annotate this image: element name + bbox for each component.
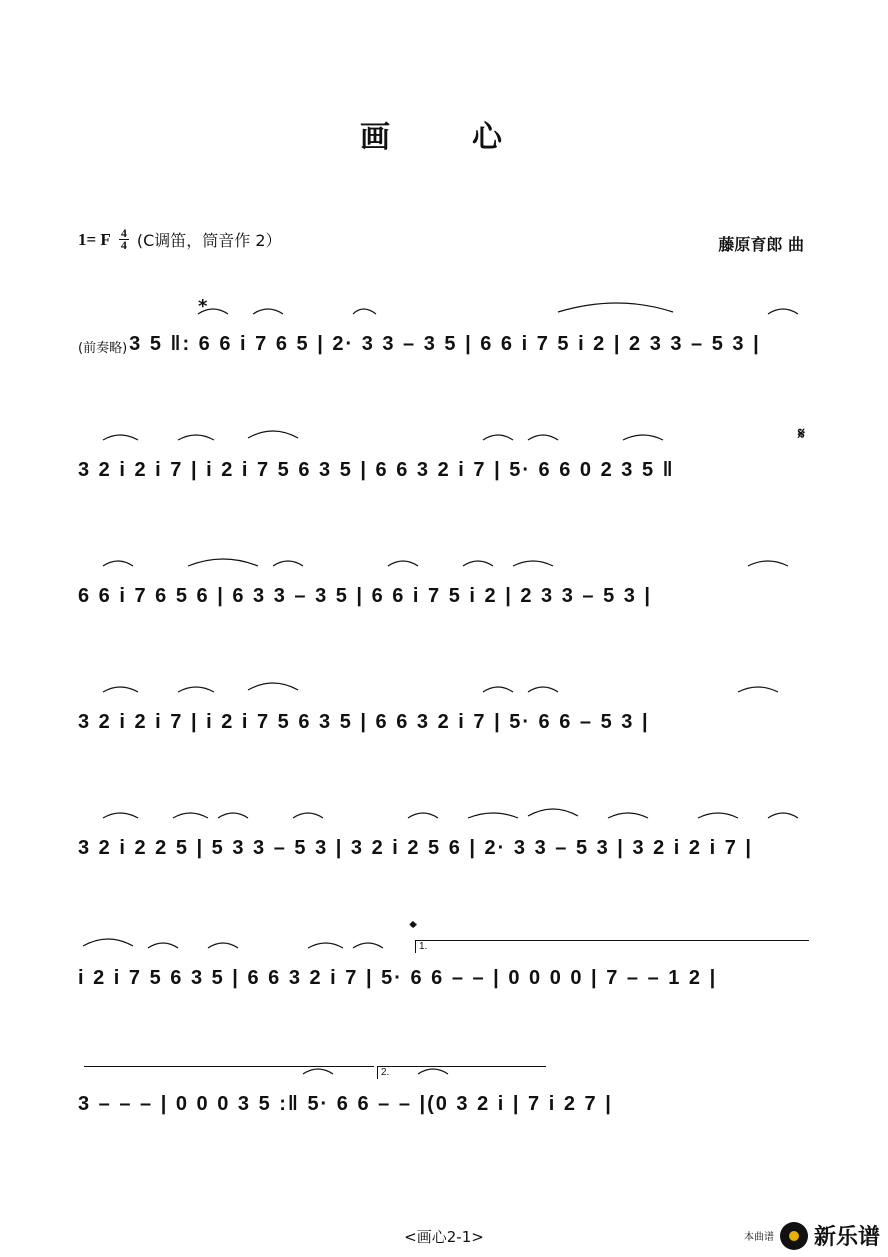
volta-1-continuation [84,1066,374,1067]
notes: 3 2 i 2 2 5 | 5 3 3 – 5 3 | 3 2 i 2 5 6 | 2· 3 3 – 5 3 | 3 2 i 2 i 7 | [78,837,753,859]
page-title: 画 心 [360,120,528,155]
notes: 6 6 i 7 6 5 6 | 6 3 3 – 3 5 | 6 6 i 7 5 i 2 | 2 3 3 – 5 3 | [78,585,653,607]
notes: 3 – – – | 0 0 0 3 5 :‖ 5· 6 6 – – |(0 3 2 i | 7 i 2 7 | [78,1093,613,1115]
prelude-label: (前奏略) [78,341,128,356]
key-label: 1= F [78,229,111,249]
time-top: 4 [120,226,127,240]
score-line-5 [78,820,808,860]
segno-mark: 𝄋 [798,424,805,443]
brand-name: 新乐谱 [813,1225,880,1250]
score-line-3 [78,568,808,608]
notes: i 2 i 7 5 6 3 5 | 6 6 3 2 i 7 | 5· 6 6 – – | 0 0 0 0 | 7 – – 1 2 | [78,967,718,989]
composer: 藤原育郎 曲 [718,235,804,254]
notes: 3 5 ‖: 6 6 i 7 6 5 | 2· 3 3 – 3 5 | 6 6 i 7 5 i 2 | 2 3 3 – 5 3 | [129,333,761,355]
score-line-2 [78,442,808,482]
record-logo-icon [780,1222,808,1250]
key-signature [78,228,282,251]
score-line-6 [78,950,808,990]
score-line-7 [78,1076,808,1116]
page-footer: <画心2-1> [404,1228,484,1246]
time-signature [119,228,129,251]
volta-2: 2. [377,1066,546,1079]
instrument-note: (C调笛，筒音作 2） [136,231,282,250]
time-bottom: 4 [120,238,127,252]
brand [744,1220,880,1251]
score-line-4 [78,694,808,734]
asterisk-mark: * [198,296,208,317]
notes: 3 2 i 2 i 7 | i 2 i 7 5 6 3 5 | 6 6 3 2 i 7 | 5· 6 6 – 5 3 | [78,711,650,733]
volta-1: 1. [415,940,809,953]
brand-small: 本曲谱 [743,1232,774,1243]
notes: 3 2 i 2 i 7 | i 2 i 7 5 6 3 5 | 6 6 3 2 i 7 | 5· 6 6 0 2 3 5 ‖ [78,459,675,481]
coda-mark: 𝄌 [410,918,417,939]
score-line-1 [78,316,808,356]
